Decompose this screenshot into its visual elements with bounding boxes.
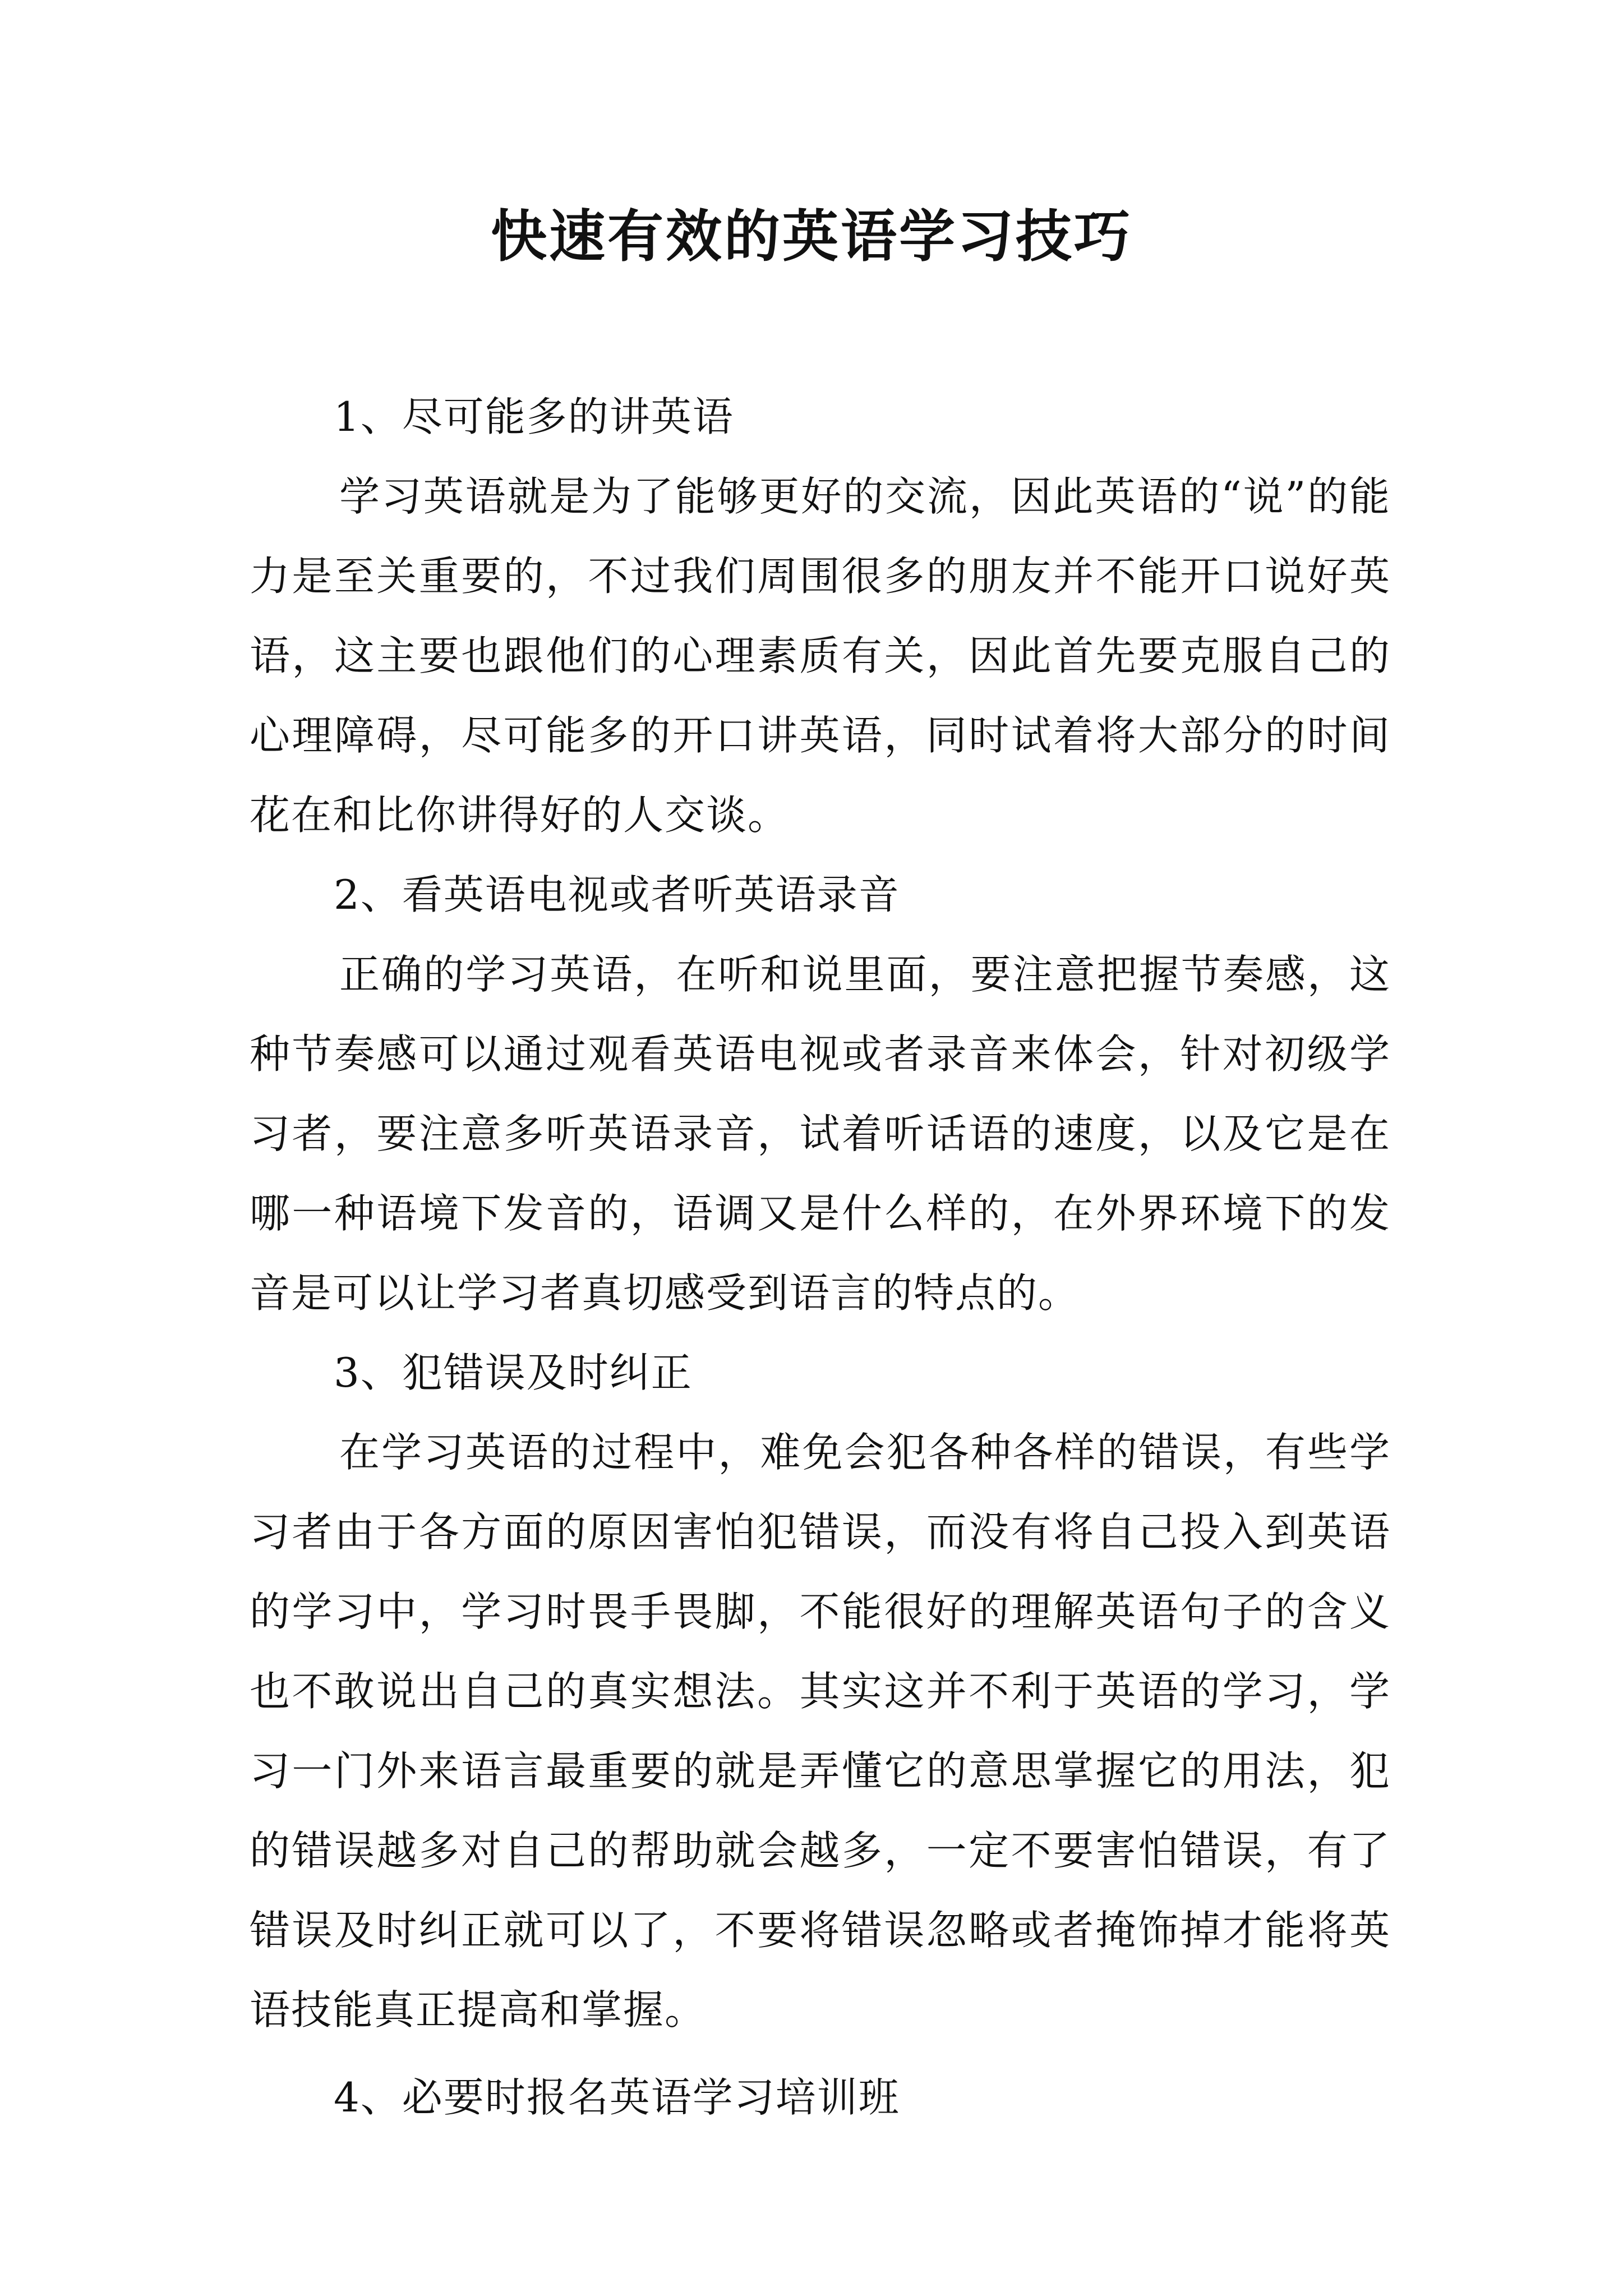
- section-heading-1: 1、尽可能多的讲英语: [334, 393, 734, 440]
- document-title: 快速有效的英语学习技巧: [491, 204, 1132, 269]
- section-heading-2: 2、看英语电视或者听英语录音: [334, 871, 900, 918]
- document-body: [250, 377, 1391, 2137]
- section-paragraph-2: 正确的学习英语，在听和说里面，要注意把握节奏感，这种节奏感可以通过观看英语电视或者录音来体会，针对初级学习者，要注意多听英语录音，试着听话语的速度，以及它是在哪一种语境下发音的，语调又是什么样的，在外界环境下的发音是可以让学习者真切感受到语言的特点的。: [250, 951, 1391, 1317]
- section-heading-3: 3、犯错误及时纠正: [334, 1349, 693, 1396]
- section-heading-4: 4、必要时报名英语学习培训班: [334, 2074, 900, 2121]
- section-paragraph-3: 在学习英语的过程中，难免会犯各种各样的错误，有些学习者由于各方面的原因害怕犯错误，而没有将自己投入到英语的学习中，学习时畏手畏脚，不能很好的理解英语句子的含义也不敢说出自己的真实想法。其实这并不利于英语的学习，学习一门外来语言最重要的就是弄懂它的意思掌握它的用法，犯的错误越多对自己的帮助就会越多，一定不要害怕错误，有了错误及时纠正就可以了，不要将错误忽略或者掩饰掉才能将英语技能真正提高和掌握。: [250, 1429, 1391, 2033]
- section-paragraph-1: 学习英语就是为了能够更好的交流，因此英语的“说”的能力是至关重要的，不过我们周围很多的朋友并不能开口说好英语，这主要也跟他们的心理素质有关，因此首先要克服自己的心理障碍，尽可能多的开口讲英语，同时试着将大部分的时间花在和比你讲得好的人交谈。: [250, 473, 1391, 839]
